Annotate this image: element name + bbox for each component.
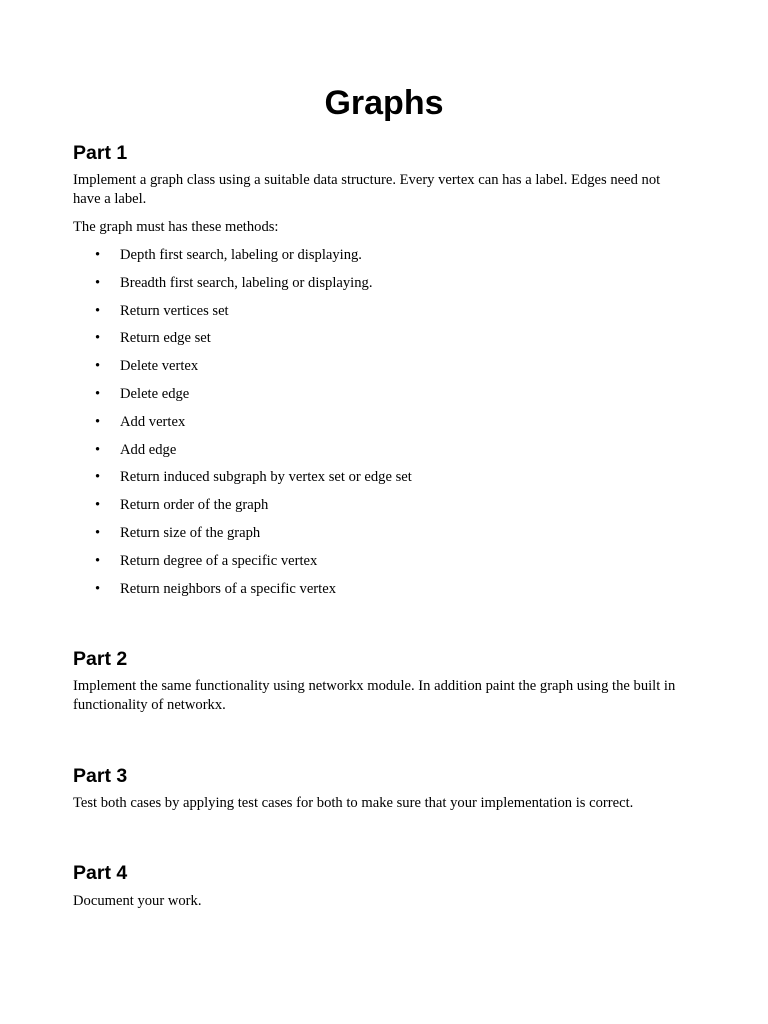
bullet: •: [95, 497, 101, 514]
bullet: •: [95, 330, 101, 347]
method-item: Depth first search, labeling or displaying.: [120, 247, 362, 263]
bullet: •: [95, 441, 101, 458]
part-1-intro: Implement a graph class using a suitable data structure. Every vertex can has a label. Edges need not have a label.: [73, 172, 661, 207]
bullet: •: [95, 274, 101, 291]
method-item: Return vertices set: [120, 302, 229, 319]
bullet: •: [95, 358, 101, 375]
bullet: •: [95, 247, 101, 263]
bullet: •: [95, 580, 101, 597]
method-item: Delete edge: [120, 385, 190, 402]
method-item: Add edge: [120, 441, 177, 458]
method-item: Return order of the graph: [120, 497, 269, 514]
part-2-heading: Part 2: [73, 648, 128, 670]
method-item: Add vertex: [120, 413, 186, 430]
bullet: •: [95, 385, 101, 402]
part-1-methods-intro: The graph must has these methods:: [73, 219, 279, 235]
method-item: Return degree of a specific vertex: [120, 552, 318, 569]
part-3-text: Test both cases by applying test cases for both to make sure that your implementation is correct.: [73, 795, 634, 811]
method-item: Return edge set: [120, 330, 211, 347]
part-1-heading: Part 1: [73, 142, 128, 164]
part-4-text: Document your work.: [73, 893, 202, 909]
part-2-text: Implement the same functionality using networkx module. In addition paint the graph using the built in functionality of networkx.: [73, 678, 676, 713]
bullet: •: [95, 552, 101, 569]
method-item: Return neighbors of a specific vertex: [120, 580, 336, 597]
method-item: Delete vertex: [120, 358, 199, 375]
bullet: •: [95, 413, 101, 430]
method-item: Breadth first search, labeling or displaying.: [120, 274, 373, 291]
method-item: Return induced subgraph by vertex set or edge set: [120, 469, 412, 486]
part-3-heading: Part 3: [73, 765, 128, 787]
bullet: •: [95, 302, 101, 319]
document-title: Graphs: [324, 84, 444, 122]
part-4-heading: Part 4: [73, 862, 128, 884]
method-item: Return size of the graph: [120, 524, 261, 541]
bullet: •: [95, 469, 101, 486]
bullet: •: [95, 524, 101, 541]
